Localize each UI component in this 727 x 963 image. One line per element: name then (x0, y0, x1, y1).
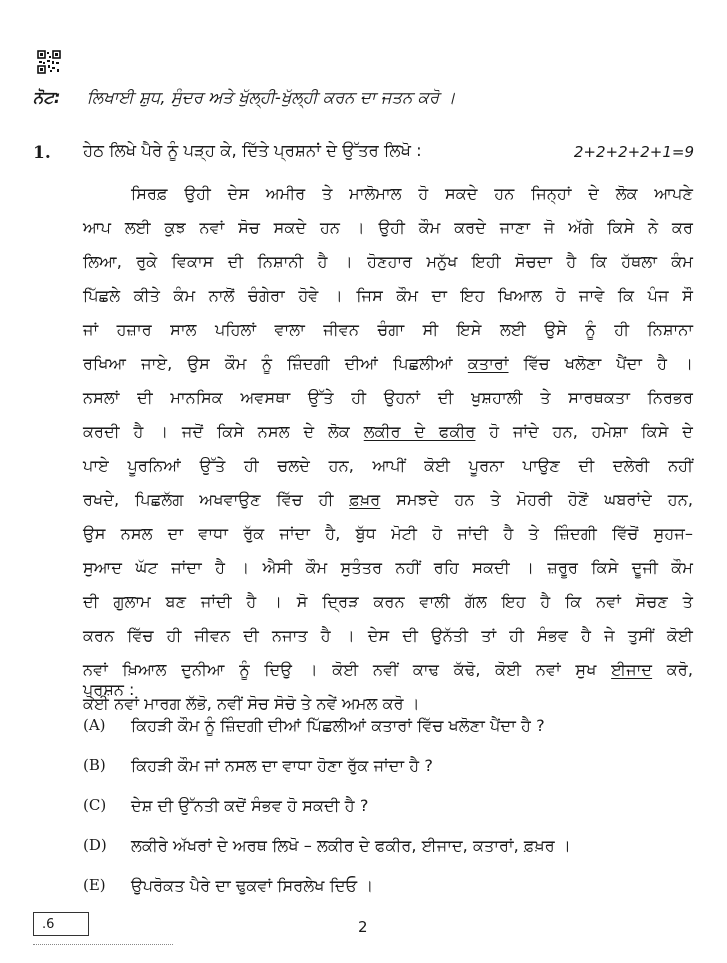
question-text: ਕਿਹੜੀ ਕੌਮ ਨੂੰ ਜ਼ਿੰਦਗੀ ਦੀਆਂ ਪਿੱਛਲੀਆਂ ਕਤਾਰਾਂ ਵਿੱਚ ਖਲੋਣਾ ਪੈਂਦਾ ਹੈ ? (131, 716, 545, 735)
passage-line: ਕਰਨ ਵਿੱਚ ਹੀ ਜੀਵਨ ਦੀ ਨਜਾਤ ਹੈ । ਦੇਸ ਦੀ ਉਨੱਤੀ ਤਾਂ ਹੀ ਸੰਭਵ ਹੈ ਜੇ ਤੁਸੀਂ ਕੋਈ (83, 626, 693, 645)
underlined-word: ਫ਼ਖ਼ਰ (349, 490, 381, 509)
question-label: (C) (83, 796, 107, 814)
underlined-word: ਕਤਾਰਾਂ (467, 354, 509, 373)
note-label: ਨੋਟ: (33, 88, 61, 107)
passage-line: ਸੁਆਦ ਘੱਟ ਜਾਂਦਾ ਹੈ । ਐਸੀ ਕੌਮ ਸੁਤੰਤਰ ਨਹੀਂ ਰਹਿ ਸਕਦੀ । ਜ਼ਰੂਰ ਕਿਸੇ ਦੂਜੀ ਕੌਮ (83, 558, 693, 577)
question-text: ਕਿਹੜੀ ਕੌਮ ਜਾਂ ਨਸਲ ਦਾ ਵਾਧਾ ਹੋਣਾ ਰੁੱਕ ਜਾਂਦਾ ਹੈ ? (131, 756, 433, 775)
question-text: ਉਪਰੋਕਤ ਪੈਰੇ ਦਾ ਢੁਕਵਾਂ ਸਿਰਲੇਖ ਦਿਓ । (131, 876, 374, 895)
passage-text: ਰਖਦੇ, ਪਿਛਲੱਗ ਅਖਵਾਉਣ ਵਿੱਚ ਹੀ (83, 490, 350, 509)
passage-line: ਪਾਏ ਪੂਰਨਿਆਂ ਉੱਤੇ ਹੀ ਚਲਦੇ ਹਨ, ਆਪੀਂ ਕੋਈ ਪੂਰਨਾ ਪਾਉਣ ਦੀ ਦਲੇਰੀ ਨਹੀਂ (83, 456, 693, 475)
question-list (83, 716, 683, 916)
question-text: ਦੇਸ਼ ਦੀ ਉੱਨਤੀ ਕਦੋਂ ਸੰਭਵ ਹੋ ਸਕਦੀ ਹੈ ? (131, 796, 369, 815)
passage-line (83, 350, 693, 384)
footer-divider (33, 944, 173, 945)
question-label: (D) (83, 836, 107, 854)
passage-line (83, 486, 693, 520)
note-text: ਲਿਖਾਈ ਸ਼ੁਧ, ਸੁੰਦਰ ਅਤੇ ਖੁੱਲ੍ਹੀ-ਖੁੱਲ੍ਹੀ ਕਰਨ ਦਾ ਜਤਨ ਕਰੋ । (86, 88, 456, 107)
passage-line: ਕੋਈ ਨਵਾਂ ਮਾਰਗ ਲੱਭੋ, ਨਵੀਂ ਸੋਚ ਸੋਚੋ ਤੇ ਨਵੇਂ ਅਮਲ ਕਰੋ । (83, 694, 420, 713)
instruction-note (33, 88, 693, 108)
passage-text: ਸਮਝਦੇ ਹਨ ਤੇ ਮੋਹਰੀ ਹੋਣੋਂ ਘਬਰਾਂਦੇ ਹਨ, (380, 490, 693, 509)
passage-text: ਕਰਦੀ ਹੈ । ਜਦੋਂ ਕਿਸੇ ਨਸਲ ਦੇ ਲੋਕ (83, 422, 364, 441)
question-item (83, 836, 683, 876)
passage-text: ਵਿੱਚ ਖਲੋਣਾ ਪੈਂਦਾ ਹੈ । (508, 354, 693, 373)
passage-line: ਜਾਂ ਹਜ਼ਾਰ ਸਾਲ ਪਹਿਲਾਂ ਵਾਲਾ ਜੀਵਨ ਚੰਗਾ ਸੀ ਇਸੇ ਲਈ ਉਸੇ ਨੂੰ ਹੀ ਨਿਸ਼ਾਨਾ (83, 320, 693, 339)
passage-text: ਕਰੋ, (652, 660, 693, 679)
page-number: 2 (358, 918, 368, 936)
passage-text: ਹੋ ਜਾਂਦੇ ਹਨ, ਹਮੇਸ਼ਾ ਕਿਸੇ ਦੇ (475, 422, 693, 441)
question-text: ਲਕੀਰੇ ਅੱਖਰਾਂ ਦੇ ਅਰਥ ਲਿਖੋ – ਲਕੀਰ ਦੇ ਫਕੀਰ, ਈਜਾਦ, ਕਤਾਰਾਂ, ਫ਼ਖ਼ਰ । (131, 836, 571, 855)
passage-text: ਨਵਾਂ ਖ਼ਿਆਲ ਦੁਨੀਆ ਨੂੰ ਦਿਉ । ਕੋਈ ਨਵੀਂ ਕਾਢ ਕੱਢੋ, ਕੋਈ ਨਵਾਂ ਸੁਖ (83, 660, 612, 679)
question-instruction: ਹੇਠ ਲਿਖੇ ਪੈਰੇ ਨੂੰ ਪੜ੍ਹ ਕੇ, ਦਿੱਤੇ ਪ੍ਰਸ਼ਨਾਂ ਦੇ ਉੱਤਰ ਲਿਖੋ : (83, 141, 422, 160)
questions-heading: ਪ੍ਰਸ਼ਨ : (83, 680, 135, 699)
underlined-word: ਲਕੀਰ ਦੇ ਫਕੀਰ (363, 422, 476, 441)
question-item (83, 796, 683, 836)
question-label: (E) (83, 876, 106, 894)
passage-line: ਦੀ ਗੁਲਾਮ ਬਣ ਜਾਂਦੀ ਹੈ । ਸੋ ਦ੍ਰਿੜ ਕਰਨ ਵਾਲੀ ਗੱਲ ਇਹ ਹੈ ਕਿ ਨਵਾਂ ਸੋਚਣ ਤੇ (83, 592, 693, 611)
paper-code-box: .6 (33, 912, 89, 936)
question-marks: 2+2+2+2+1=9 (573, 143, 694, 161)
question-item (83, 716, 683, 756)
passage-line: ਲਿਆ, ਰੁਕੇ ਵਿਕਾਸ ਦੀ ਨਿਸ਼ਾਨੀ ਹੈ । ਹੋਣਹਾਰ ਮਨੁੱਖ ਇਹੀ ਸੋਚਦਾ ਹੈ ਕਿ ਹੱਥਲਾ ਕੰਮ (83, 252, 693, 271)
passage-line: ਆਪ ਲਈ ਕੁਝ ਨਵਾਂ ਸੋਚ ਸਕਦੇ ਹਨ । ਉਹੀ ਕੌਮ ਕਰਦੇ ਜਾਣਾ ਜੋ ਅੱਗੇ ਕਿਸੇ ਨੇ ਕਰ (83, 218, 693, 237)
passage-text: ਰਖਿਆ ਜਾਏ, ਉਸ ਕੌਮ ਨੂੰ ਜ਼ਿੰਦਗੀ ਦੀਆਂ ਪਿਛਲੀਆਂ (83, 354, 468, 373)
passage-line: ਪਿੱਛਲੇ ਕੀਤੇ ਕੰਮ ਨਾਲੋਂ ਚੰਗੇਰਾ ਹੋਵੇ । ਜਿਸ ਕੌਮ ਦਾ ਇਹ ਖਿਆਲ ਹੋ ਜਾਵੇ ਕਿ ਪੰਜ ਸੌ (83, 286, 693, 305)
qr-code-icon (37, 50, 61, 74)
question-item (83, 756, 683, 796)
comprehension-passage (83, 180, 693, 724)
passage-line (83, 418, 693, 452)
passage-line: ਸਿਰਫ਼ ਉਹੀ ਦੇਸ ਅਮੀਰ ਤੇ ਮਾਲੋਮਾਲ ਹੋ ਸਕਦੇ ਹਨ ਜਿਨ੍ਹਾਂ ਦੇ ਲੋਕ ਆਪਣੇ (131, 184, 693, 203)
question-label: (A) (83, 716, 106, 734)
question-label: (B) (83, 756, 106, 774)
question-item (83, 876, 683, 916)
underlined-word: ਈਜਾਦ (611, 660, 653, 679)
question-number: 1. (33, 143, 51, 163)
passage-line (83, 656, 693, 690)
passage-line: ਨਸਲਾਂ ਦੀ ਮਾਨਸਿਕ ਅਵਸਥਾ ਉੱਤੇ ਹੀ ਉਹਨਾਂ ਦੀ ਖੁਸ਼ਹਾਲੀ ਤੇ ਸਾਰਥਕਤਾ ਨਿਰਭਰ (83, 388, 693, 407)
passage-line: ਉਸ ਨਸਲ ਦਾ ਵਾਧਾ ਰੁੱਕ ਜਾਂਦਾ ਹੈ, ਬੁੱਧ ਮੋਟੀ ਹੋ ਜਾਂਦੀ ਹੈ ਤੇ ਜ਼ਿੰਦਗੀ ਵਿੱਚੋਂ ਸੁਹਜ– (83, 524, 693, 543)
